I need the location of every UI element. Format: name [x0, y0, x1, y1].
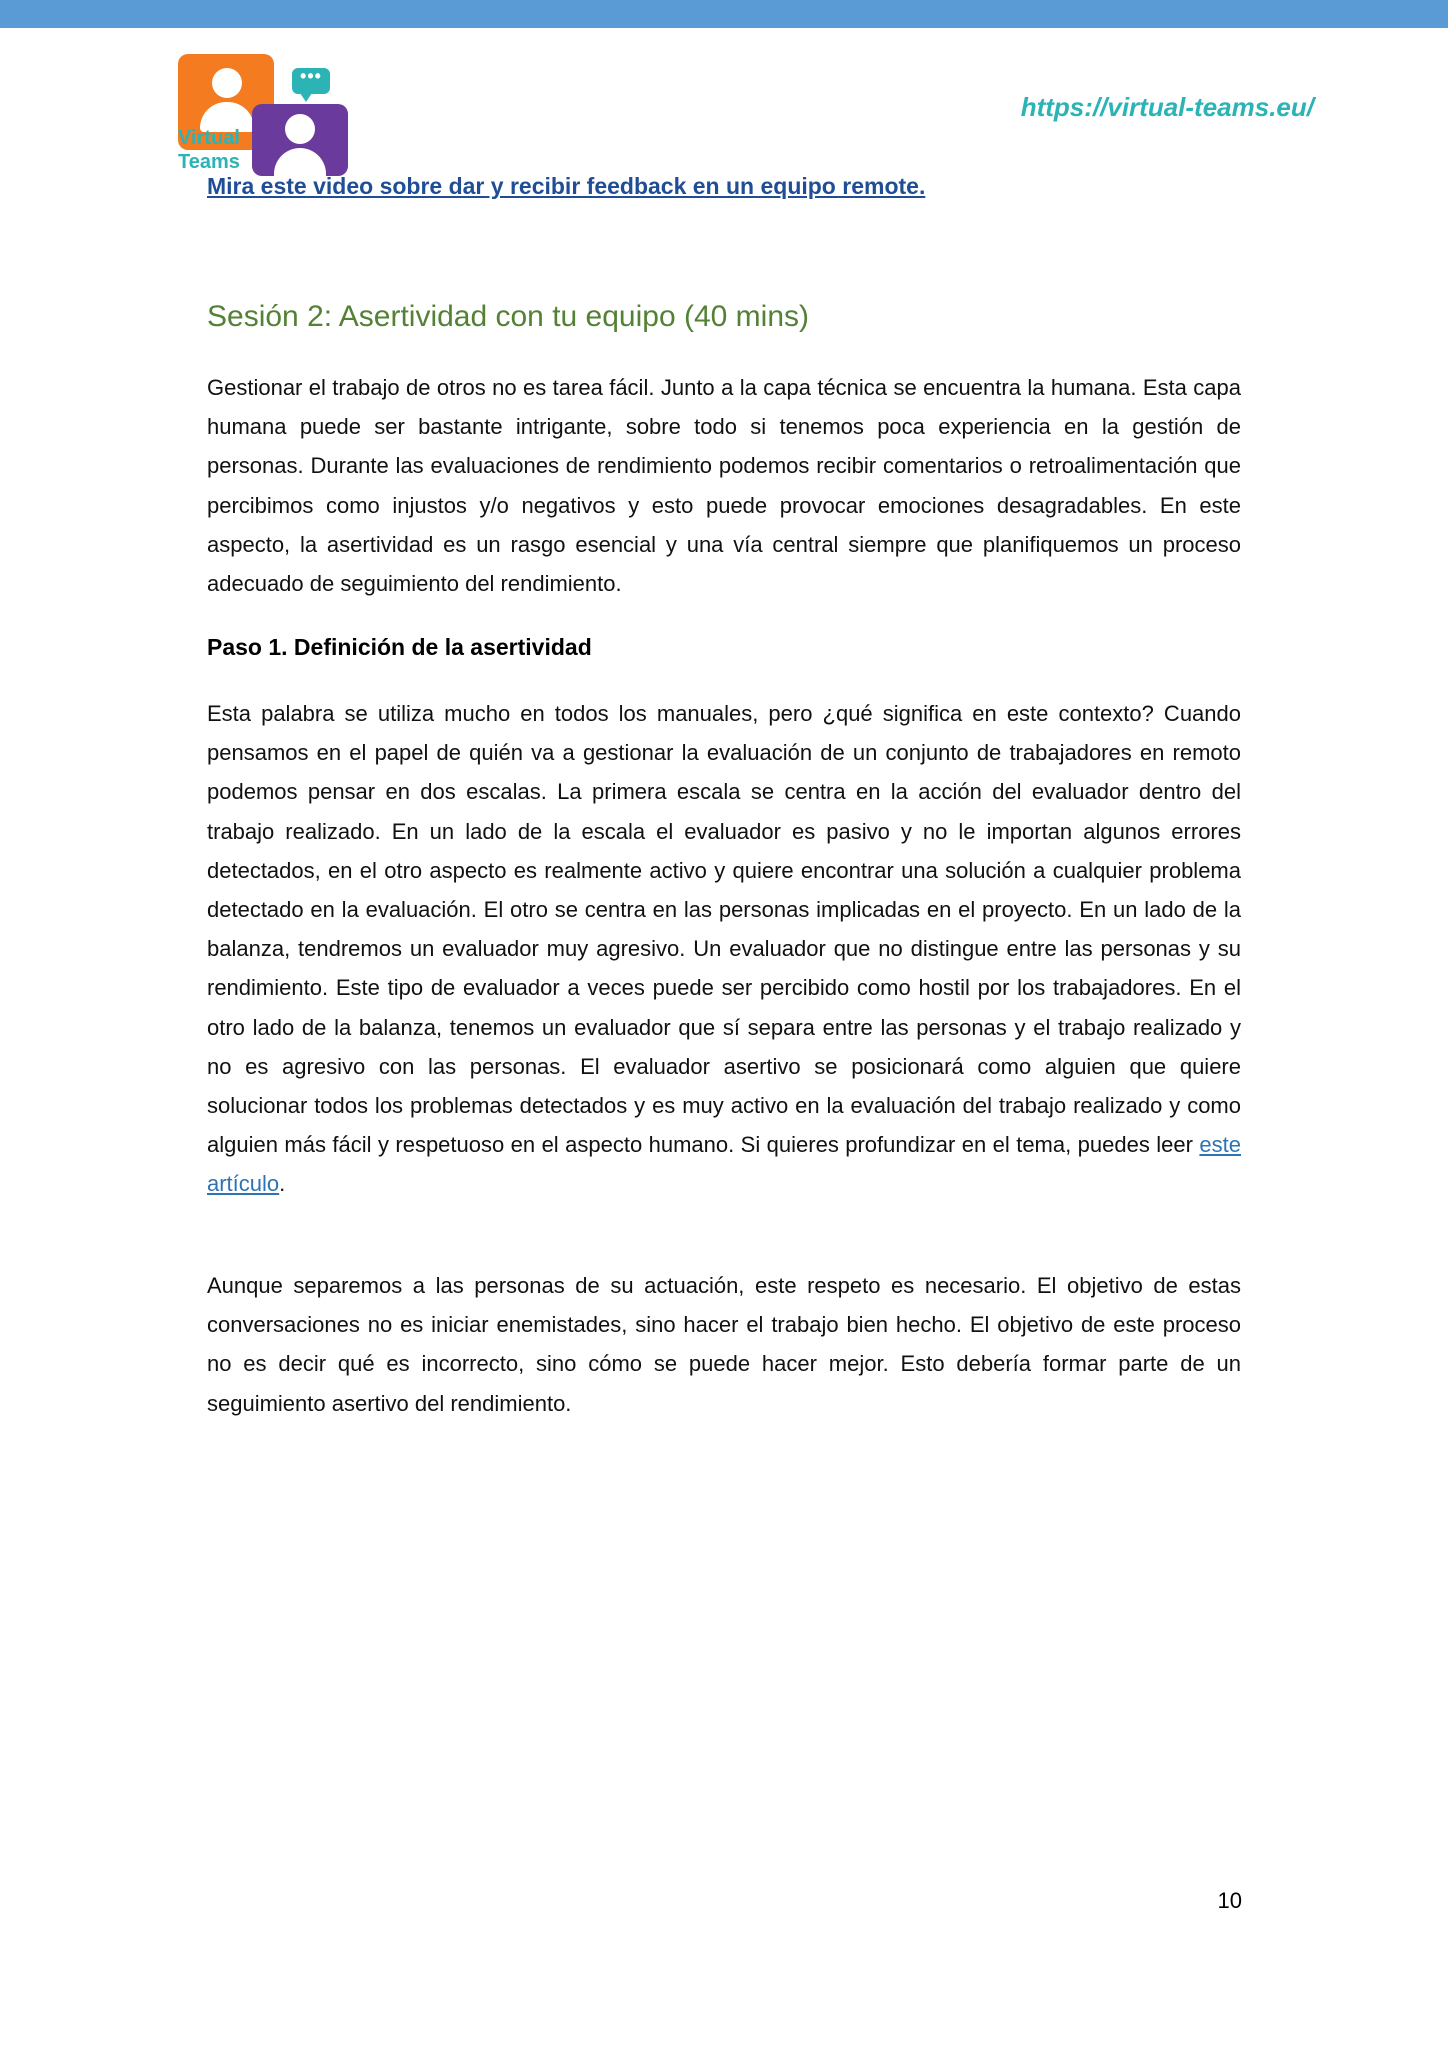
- chat-bubble-icon: •••: [292, 68, 330, 94]
- top-accent-bar: [0, 0, 1448, 28]
- site-url-link[interactable]: https://virtual-teams.eu/: [1020, 92, 1314, 122]
- article-link[interactable]: este artículo: [207, 1132, 1241, 1197]
- definition-paragraph: [207, 694, 1241, 1204]
- page-number: 10: [1217, 1888, 1242, 1913]
- virtual-teams-logo: [176, 52, 358, 180]
- respect-paragraph: Aunque separemos a las personas de su actuación, este respeto es necesario. El objetivo de estas conversaciones no es iniciar enemistades, sino hacer el trabajo bien hecho. El objetivo de este proceso no es decir qué es incorrecto, sino cómo se puede hacer mejor. Esto debería formar parte de un seguimiento asertivo del rendimiento.: [207, 1273, 1241, 1416]
- step-heading: Paso 1. Definición de la asertividad: [207, 634, 592, 660]
- definition-end: .: [279, 1171, 286, 1197]
- definition-text: Esta palabra se utiliza mucho en todos los manuales, pero ¿qué significa en este contexto? Cuando pensamos en el papel de quién va a gestionar la evaluación de un conjunto de trabajadores en remoto podemos pensar en dos escalas. La primera escala se centra en la acción del evaluador dentro del trabajo realizado. En un lado de la escala el evaluador es pasivo y no le importan algunos errores detectados, en el otro aspecto es realmente activo y quiere encontrar una solución a cualquier problema detectado en la evaluación. El otro se centra en las personas implicadas en el proyecto. En un lado de la balanza, tendremos un evaluador muy agresivo. Un evaluador que no distingue entre las personas y su rendimiento. Este tipo de evaluador a veces puede ser percibido como hostil por los trabajadores. En el otro lado de la balanza, tenemos un evaluador que sí separa entre las personas y el trabajo realizado y no es agresivo con las personas. El evaluador asertivo se posicionará como alguien que quiere solucionar todos los problemas detectados y es muy activo en la evaluación del trabajo realizado y como alguien más fácil y respetuoso en el aspecto humano. Si quieres profundizar en el tema, puedes leer: [207, 701, 1241, 1158]
- person-icon-purple: [252, 104, 348, 176]
- session-heading: Sesión 2: Asertividad con tu equipo (40 mins): [207, 300, 810, 333]
- video-link[interactable]: Mira este video sobre dar y recibir feedback en un equipo remote.: [207, 173, 926, 199]
- intro-paragraph: Gestionar el trabajo de otros no es tarea fácil. Junto a la capa técnica se encuentra la humana. Esta capa humana puede ser bastante intrigante, sobre todo si tenemos poca experiencia en la gestión de personas. Durante las evaluaciones de rendimiento podemos recibir comentarios o retroalimentación que percibimos como injustos y/o negativos y esto puede provocar emociones desagradables. En este aspecto, la asertividad es un rasgo esencial y una vía central siempre que planifiquemos un proceso adecuado de seguimiento del rendimiento.: [207, 375, 1241, 597]
- logo-wordmark: Virtual Teams: [178, 127, 240, 173]
